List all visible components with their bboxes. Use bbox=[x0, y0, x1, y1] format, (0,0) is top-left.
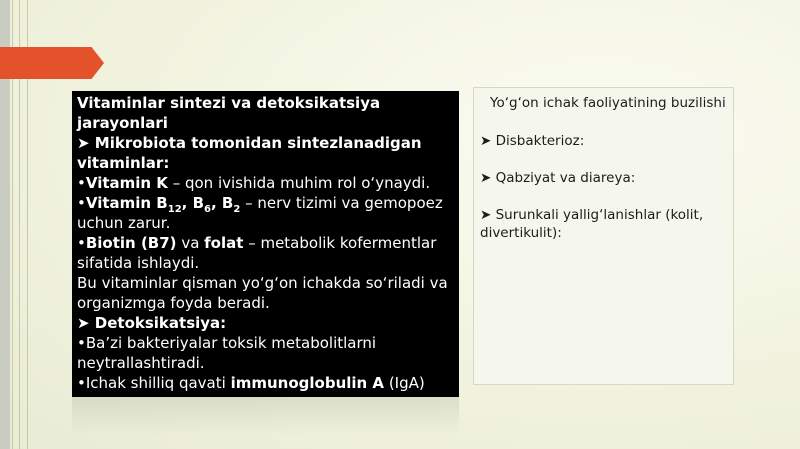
absorption-text: Bu vitaminlar qisman yo‘g‘on ichakda so‘riladi va organizmga foyda beradi. bbox=[77, 274, 448, 312]
bullet-detox-iga: •Ichak shilliq qavati immunoglobulin A (IgA) bbox=[77, 374, 425, 392]
heading: Vitaminlar sintezi va detoksikatsiya jarayonlari bbox=[77, 94, 381, 132]
disorder-item: ➤ Disbakterioz: bbox=[480, 133, 585, 149]
disorders-title: Yo‘g‘on ichak faoliyatining buzilishi bbox=[490, 95, 726, 111]
textbox-overflow-fade bbox=[72, 397, 459, 435]
bullet-vitamin-k: •Vitamin K – qon ivishida muhim rol o‘ynaydi. bbox=[77, 174, 431, 192]
disorder-item: ➤ Surunkali yallig‘lanishlar (kolit, divertikulit): bbox=[480, 207, 704, 241]
vitamin-synthesis-textbox[interactable] bbox=[72, 91, 459, 397]
colon-disorders-textbox[interactable] bbox=[473, 87, 734, 385]
subheading-vitamins: ➤ Mikrobiota tomonidan sintezlanadigan vitaminlar: bbox=[77, 134, 422, 172]
subheading-detox: ➤ Detoksikatsiya: bbox=[77, 314, 227, 332]
bullet-vitamin-b: •Vitamin $B_{12}$, $B_6$, $B_2$ – nerv tizimi va gemopoez uchun zarur. bbox=[77, 194, 443, 232]
bullet-biotin-folat: •Biotin (B7) va folat – metabolik kofermentlar sifatida ishlaydi. bbox=[77, 234, 437, 272]
accent-arrow-shape bbox=[0, 47, 104, 79]
disorder-item: ➤ Qabziyat va diareya: bbox=[480, 170, 636, 186]
bullet-detox-bacteria: •Ba’zi bakteriyalar toksik metabolitlarni neytrallashtiradi. bbox=[77, 334, 377, 372]
